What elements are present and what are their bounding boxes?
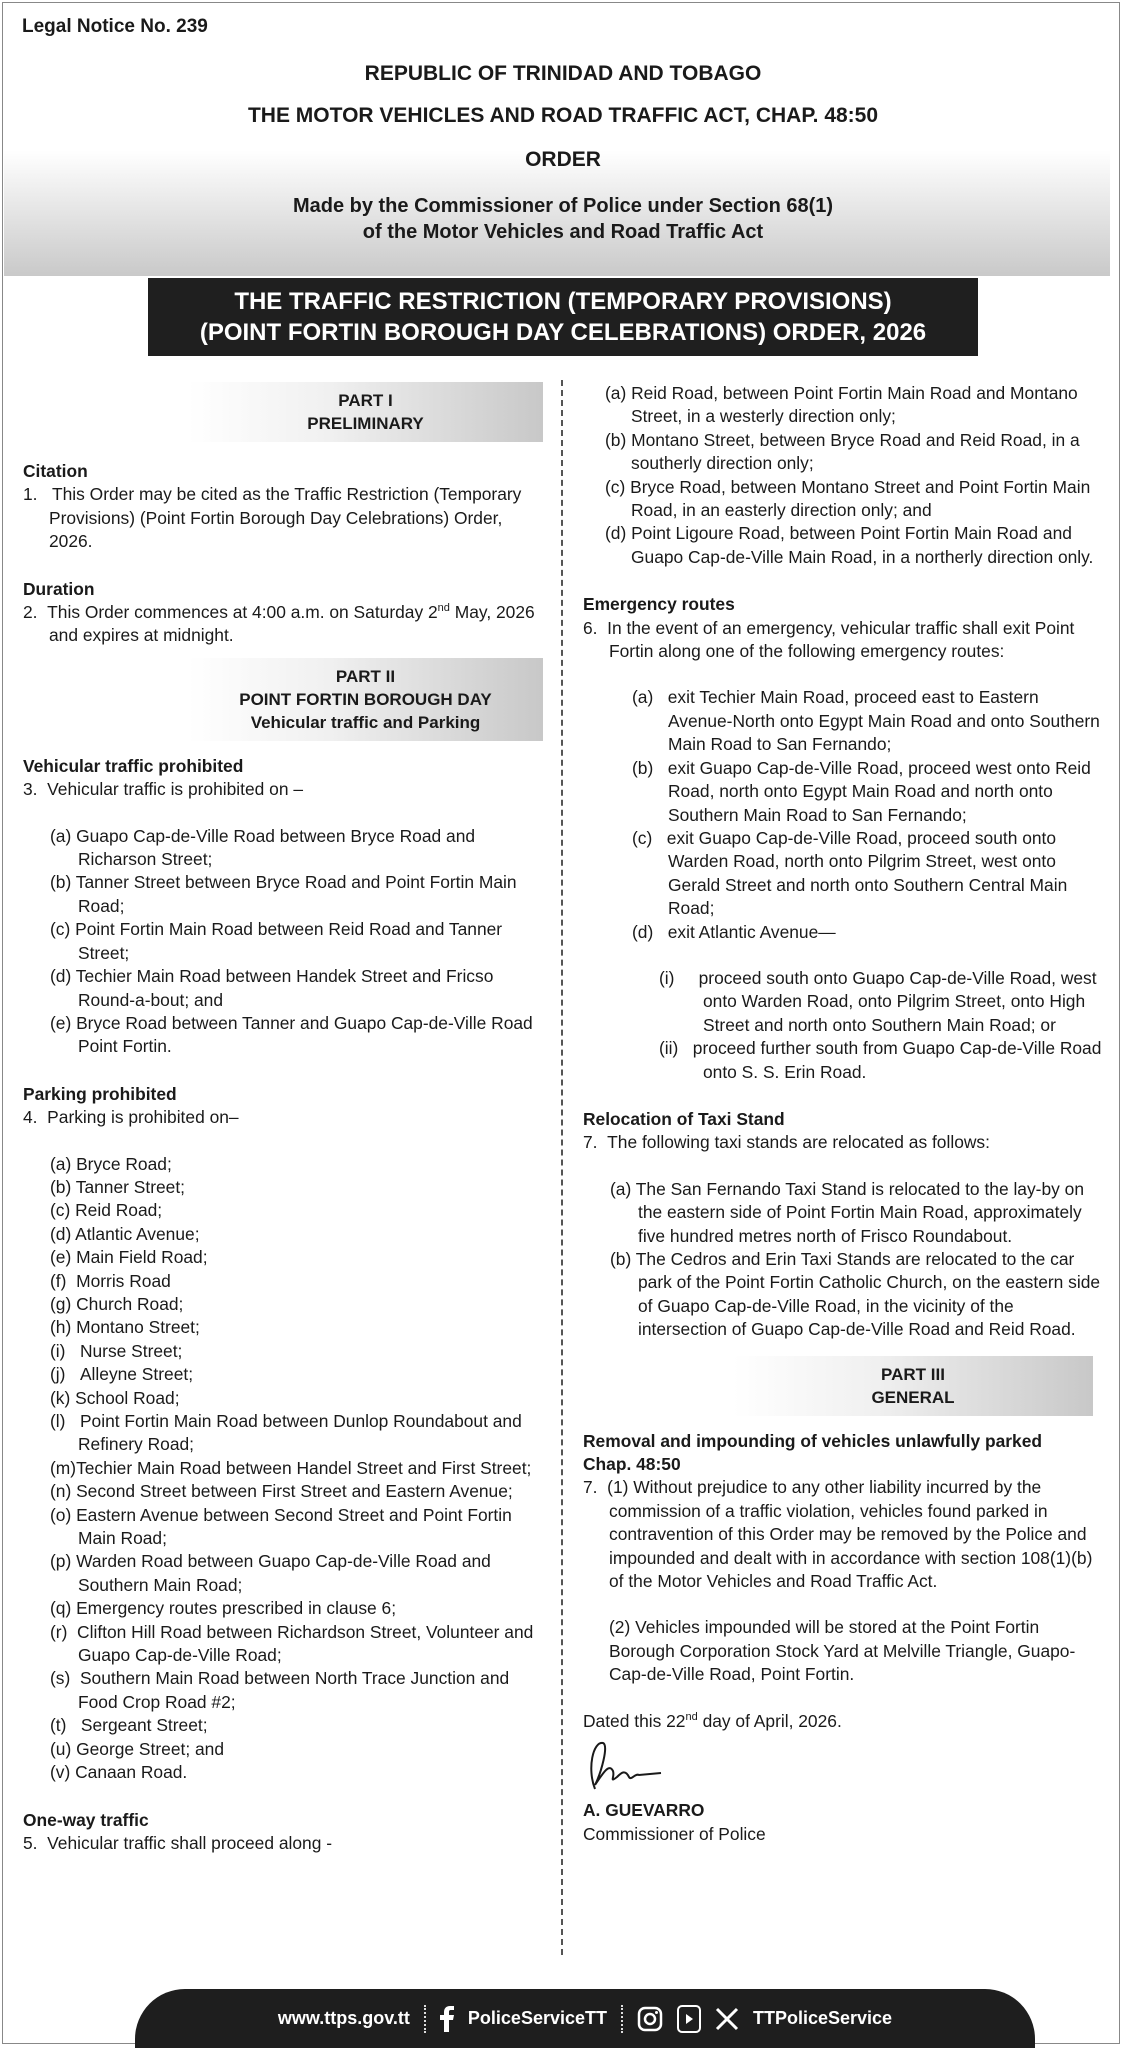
list-item: (n) Second Street between First Street and Eastern Avenue;	[50, 1481, 513, 1502]
signatory-title: Commissioner of Police	[583, 1823, 766, 1844]
list-item: (r) Clifton Hill Road between Richardson Street, Volunteer and Guapo Cap-de-Ville Road;	[50, 1621, 534, 1666]
header-act: THE MOTOR VEHICLES AND ROAD TRAFFIC ACT, CHAP. 48:50	[247, 104, 879, 127]
emergency-intro: 6. In the event of an emergency, vehicular traffic shall exit Point Fortin along one of the following emergency routes:	[583, 617, 1075, 662]
part-1-heading	[188, 382, 543, 442]
removal-chapter: Chap. 48:50	[583, 1454, 681, 1475]
part-1-label: PART I	[338, 391, 393, 410]
list-item: (b) Tanner Street;	[50, 1176, 186, 1197]
list-item: (c) Bryce Road, between Montano Street and Point Fortin Main Road, in an easterly direction only; and	[605, 476, 1091, 521]
vehicular-intro: 3. Vehicular traffic is prohibited on –	[23, 779, 304, 800]
signature-block	[583, 1733, 1103, 1799]
list-item: (a) exit Techier Main Road, proceed east to Eastern Avenue-North onto Egypt Main Road and onto Southern Main Road to San Fernando;	[632, 687, 1100, 755]
taxi-intro: 7. The following taxi stands are relocated as follows:	[583, 1132, 990, 1153]
list-item: (l) Point Fortin Main Road between Dunlop Roundabout and Refinery Road;	[50, 1411, 522, 1455]
order-title-line1: THE TRAFFIC RESTRICTION (TEMPORARY PROVISIONS)	[234, 288, 892, 315]
oneway-list	[583, 382, 1103, 569]
part-1-name: PRELIMINARY	[307, 414, 424, 433]
list-item: (o) Eastern Avenue between Second Street and Point Fortin Main Road;	[50, 1504, 512, 1549]
parking-list	[23, 1153, 543, 1785]
citation-heading: Citation	[23, 461, 88, 481]
list-item: (g) Church Road;	[50, 1293, 184, 1314]
duration-heading: Duration	[23, 578, 95, 599]
list-item: (k) School Road;	[50, 1387, 180, 1408]
vehicular-heading: Vehicular traffic prohibited	[23, 755, 244, 776]
duration-sup: nd	[437, 602, 450, 615]
website-link[interactable]: www.ttps.gov.tt	[277, 2008, 410, 2028]
duration-text	[23, 601, 543, 648]
emergency-heading: Emergency routes	[583, 594, 735, 615]
list-item: (q) Emergency routes prescribed in clause 6;	[50, 1598, 397, 1619]
list-item: (b) exit Guapo Cap-de-Ville Road, proceed west onto Reid Road, north onto Egypt Main Road and north onto Southern Main Road to San Fernando;	[632, 757, 1091, 825]
list-item: (v) Canaan Road.	[50, 1762, 188, 1783]
footer-separator	[424, 2005, 426, 2033]
vehicular-list	[23, 825, 543, 1059]
list-item: (f) Morris Road	[50, 1270, 171, 1291]
list-item: (j) Alleyne Street;	[50, 1364, 194, 1385]
list-item: (e) Bryce Road between Tanner and Guapo Cap-de-Ville Road Point Fortin.	[50, 1012, 533, 1057]
parking-intro: 4. Parking is prohibited on–	[23, 1107, 239, 1128]
part-2-name: POINT FORTIN BOROUGH DAY	[239, 689, 492, 709]
list-item: (i) proceed south onto Guapo Cap-de-Ville Road, west onto Warden Road, onto Pilgrim Street, onto High Street and north onto Southern Main Road; or	[659, 967, 1097, 1035]
footer-bar	[135, 1989, 1035, 2048]
dated-sup: nd	[685, 1710, 698, 1723]
signatory-name: A. GUEVARRO	[583, 1800, 705, 1821]
duration-text-b: May, 2026 and expires at midnight.	[49, 602, 535, 646]
list-item: (c) Reid Road;	[50, 1200, 163, 1221]
part-2-label: PART II	[335, 666, 396, 686]
youtube-icon[interactable]	[677, 2005, 701, 2033]
header-made-by-line2: of the Motor Vehicles and Road Traffic Act	[362, 221, 764, 243]
list-item: (d) Atlantic Avenue;	[50, 1223, 200, 1244]
facebook-icon[interactable]	[440, 2006, 454, 2032]
removal-heading: Removal and impounding of vehicles unlawfully parked	[583, 1430, 1043, 1451]
list-item: (a) Bryce Road;	[50, 1153, 172, 1174]
order-title	[148, 278, 978, 356]
list-item: (m)Techier Main Road between Handel Street and First Street;	[50, 1457, 532, 1478]
part-3-label: PART III	[881, 1364, 945, 1384]
list-item: (a) The San Fernando Taxi Stand is relocated to the lay-by on the eastern side of Point Fortin Main Road, approximately five hundred metres north of Frisco Roundabout.	[610, 1178, 1085, 1246]
list-item: (s) Southern Main Road between North Trace Junction and Food Crop Road #2;	[50, 1668, 510, 1712]
dated-text-b: day of April, 2026.	[697, 1710, 842, 1731]
list-item: (b) Montano Street, between Bryce Road and Reid Road, in a southerly direction only;	[605, 429, 1080, 474]
instagram-icon[interactable]	[637, 2006, 663, 2032]
list-item: (ii) proceed further south from Guapo Cap-de-Ville Road onto S. S. Erin Road.	[659, 1038, 1102, 1082]
list-item: (i) Nurse Street;	[50, 1340, 183, 1361]
taxi-heading: Relocation of Taxi Stand	[583, 1108, 785, 1129]
taxi-list	[583, 1178, 1103, 1342]
legal-notice-number: Legal Notice No. 239	[22, 16, 208, 37]
left-column	[23, 382, 543, 1855]
signature-image	[583, 1733, 703, 1799]
list-item: (d) Point Ligoure Road, between Point Fortin Main Road and Guapo Cap-de-Ville Main Road, in a northerly direction only.	[605, 523, 1094, 567]
list-item: (b) Tanner Street between Bryce Road and Point Fortin Main Road;	[50, 872, 517, 916]
facebook-handle[interactable]: PoliceServiceTT	[467, 2008, 607, 2028]
list-item: (e) Main Field Road;	[50, 1247, 208, 1268]
header-order: ORDER	[525, 148, 601, 171]
removal-paragraph-1: 7. (1) Without prejudice to any other liability incurred by the commission of a traffic violation, vehicles found parked in contravention of this Order may be removed by the Police and impounded and dealt with in accordance with section 108(1)(b) of the Motor Vehicles and Road Traffic Act.	[583, 1477, 1093, 1592]
column-divider	[561, 380, 563, 1955]
part-3-name: GENERAL	[871, 1387, 955, 1407]
oneway-heading: One-way traffic	[23, 1809, 149, 1830]
header-made-by	[0, 193, 1126, 245]
parking-heading: Parking prohibited	[23, 1083, 177, 1104]
dated-line	[583, 1710, 1103, 1733]
list-item: (a) Reid Road, between Point Fortin Main Road and Montano Street, in a westerly direction only;	[605, 383, 1078, 427]
header-made-by-line1: Made by the Commissioner of Police under Section 68(1)	[292, 195, 834, 217]
emergency-list	[583, 686, 1103, 1084]
list-item: (c) Point Fortin Main Road between Reid Road and Tanner Street;	[50, 919, 503, 963]
duration-text-a: 2. This Order commences at 4:00 a.m. on Saturday 2	[23, 602, 438, 623]
list-item: (h) Montano Street;	[50, 1317, 200, 1338]
part-3-heading	[733, 1356, 1093, 1416]
right-column	[583, 382, 1103, 1846]
list-item: (p) Warden Road between Guapo Cap-de-Ville Road and Southern Main Road;	[50, 1551, 491, 1595]
list-item: (u) George Street; and	[50, 1738, 224, 1759]
list-item: (a) Guapo Cap-de-Ville Road between Bryce Road and Richarson Street;	[50, 825, 476, 870]
list-item: (b) The Cedros and Erin Taxi Stands are relocated to the car park of the Point Fortin Catholic Church, on the eastern side of Guapo Cap-de-Ville Road, in the vicinity of the intersection of Guapo Cap-de-Ville Road and Reid Road.	[610, 1249, 1101, 1340]
part-2-heading	[188, 658, 543, 741]
x-icon[interactable]	[715, 2007, 739, 2031]
list-item: (t) Sergeant Street;	[50, 1715, 208, 1736]
list-item: (d) exit Atlantic Avenue—	[632, 921, 836, 942]
order-title-line2: (POINT FORTIN BOROUGH DAY CELEBRATIONS) ORDER, 2026	[199, 319, 927, 346]
footer-separator	[621, 2005, 623, 2033]
part-2-sub: Vehicular traffic and Parking	[250, 712, 481, 732]
list-item: (c) exit Guapo Cap-de-Ville Road, proceed south onto Warden Road, north onto Pilgrim Street, west onto Gerald Street and north onto Southern Central Main Road;	[632, 827, 1068, 919]
social-handle[interactable]: TTPoliceService	[753, 2008, 893, 2028]
citation-text: 1. This Order may be cited as the Traffic Restriction (Temporary Provisions) (Point Fortin Borough Day Celebrations) Order, 2026.	[23, 484, 522, 552]
oneway-intro: 5. Vehicular traffic shall proceed along -	[23, 1832, 333, 1853]
dated-text-a: Dated this 22	[583, 1710, 686, 1731]
list-item: (d) Techier Main Road between Handek Street and Fricso Round-a-bout; and	[50, 966, 494, 1010]
header-republic: REPUBLIC OF TRINIDAD AND TOBAGO	[364, 62, 762, 85]
removal-paragraph-2: (2) Vehicles impounded will be stored at the Point Fortin Borough Corporation Stock Yard at Melville Triangle, Guapo-Cap-de-Ville Road, Point Fortin.	[609, 1617, 1076, 1685]
